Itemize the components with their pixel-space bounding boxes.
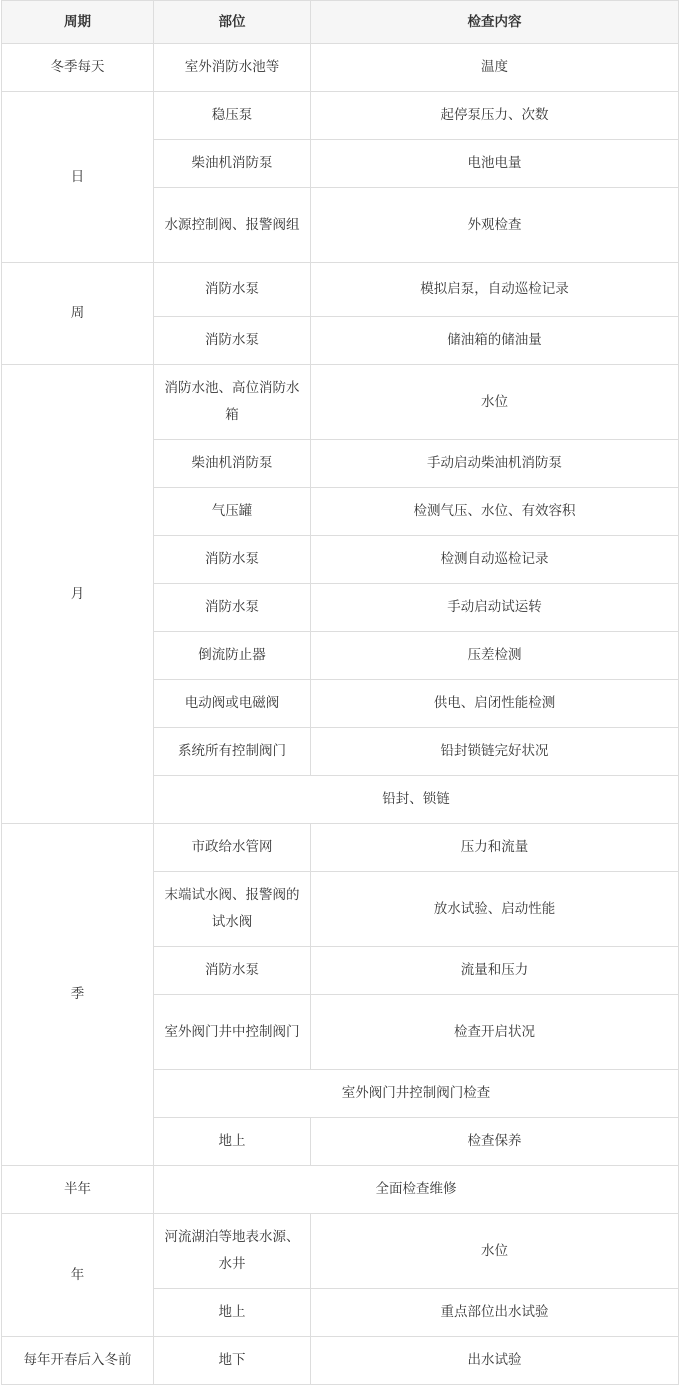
part-cell: 室外阀门井中控制阀门 bbox=[154, 995, 311, 1070]
part-cell: 气压罐 bbox=[154, 488, 311, 536]
content-cell: 重点部位出水试验 bbox=[311, 1289, 679, 1337]
table-row bbox=[2, 824, 679, 872]
part-cell: 地上 bbox=[154, 1289, 311, 1337]
table-row bbox=[2, 44, 679, 92]
part-cell: 消防水泵 bbox=[154, 536, 311, 584]
content-cell: 压差检测 bbox=[311, 632, 679, 680]
period-cell: 周 bbox=[2, 263, 154, 365]
merged-cell: 室外阀门井控制阀门检查 bbox=[154, 1070, 679, 1118]
part-cell: 电动阀或电磁阀 bbox=[154, 680, 311, 728]
content-cell: 检测自动巡检记录 bbox=[311, 536, 679, 584]
content-cell: 检测气压、水位、有效容积 bbox=[311, 488, 679, 536]
content-cell: 手动启动柴油机消防泵 bbox=[311, 440, 679, 488]
inspection-schedule-table bbox=[1, 0, 679, 1385]
header-content: 检查内容 bbox=[311, 1, 679, 44]
part-cell: 河流湖泊等地表水源、水井 bbox=[154, 1214, 311, 1289]
content-cell: 压力和流量 bbox=[311, 824, 679, 872]
header-row bbox=[2, 1, 679, 44]
content-cell: 放水试验、启动性能 bbox=[311, 872, 679, 947]
content-cell: 铅封锁链完好状况 bbox=[311, 728, 679, 776]
table-row bbox=[2, 92, 679, 140]
part-cell: 消防水泵 bbox=[154, 263, 311, 317]
part-cell: 稳压泵 bbox=[154, 92, 311, 140]
content-cell: 供电、启闭性能检测 bbox=[311, 680, 679, 728]
content-cell: 水位 bbox=[311, 1214, 679, 1289]
content-cell: 检查开启状况 bbox=[311, 995, 679, 1070]
content-cell: 起停泵压力、次数 bbox=[311, 92, 679, 140]
part-cell: 市政给水管网 bbox=[154, 824, 311, 872]
period-cell: 半年 bbox=[2, 1166, 154, 1214]
table-row bbox=[2, 1337, 679, 1385]
part-cell: 地下 bbox=[154, 1337, 311, 1385]
content-cell: 出水试验 bbox=[311, 1337, 679, 1385]
merged-cell: 铅封、锁链 bbox=[154, 776, 679, 824]
part-cell: 柴油机消防泵 bbox=[154, 440, 311, 488]
period-cell: 日 bbox=[2, 92, 154, 263]
part-cell: 末端试水阀、报警阀的试水阀 bbox=[154, 872, 311, 947]
table-row bbox=[2, 1214, 679, 1289]
part-cell: 室外消防水池等 bbox=[154, 44, 311, 92]
header-period: 周期 bbox=[2, 1, 154, 44]
period-cell: 月 bbox=[2, 365, 154, 824]
part-cell: 消防水池、高位消防水箱 bbox=[154, 365, 311, 440]
part-cell: 消防水泵 bbox=[154, 317, 311, 365]
content-cell: 手动启动试运转 bbox=[311, 584, 679, 632]
content-cell: 外观检查 bbox=[311, 188, 679, 263]
content-cell: 储油箱的储油量 bbox=[311, 317, 679, 365]
part-cell: 倒流防止器 bbox=[154, 632, 311, 680]
part-cell: 系统所有控制阀门 bbox=[154, 728, 311, 776]
content-cell: 流量和压力 bbox=[311, 947, 679, 995]
period-cell: 年 bbox=[2, 1214, 154, 1337]
period-cell: 每年开春后入冬前 bbox=[2, 1337, 154, 1385]
period-cell: 季 bbox=[2, 824, 154, 1166]
part-cell: 消防水泵 bbox=[154, 584, 311, 632]
period-cell: 冬季每天 bbox=[2, 44, 154, 92]
content-cell: 温度 bbox=[311, 44, 679, 92]
part-cell: 水源控制阀、报警阀组 bbox=[154, 188, 311, 263]
content-cell: 电池电量 bbox=[311, 140, 679, 188]
table-row bbox=[2, 263, 679, 317]
table-row bbox=[2, 1166, 679, 1214]
content-cell: 水位 bbox=[311, 365, 679, 440]
table-row bbox=[2, 365, 679, 440]
part-cell: 消防水泵 bbox=[154, 947, 311, 995]
content-cell: 模拟启泵，自动巡检记录 bbox=[311, 263, 679, 317]
part-cell: 柴油机消防泵 bbox=[154, 140, 311, 188]
part-cell: 地上 bbox=[154, 1118, 311, 1166]
header-part: 部位 bbox=[154, 1, 311, 44]
content-cell: 检查保养 bbox=[311, 1118, 679, 1166]
merged-cell: 全面检查维修 bbox=[154, 1166, 679, 1214]
